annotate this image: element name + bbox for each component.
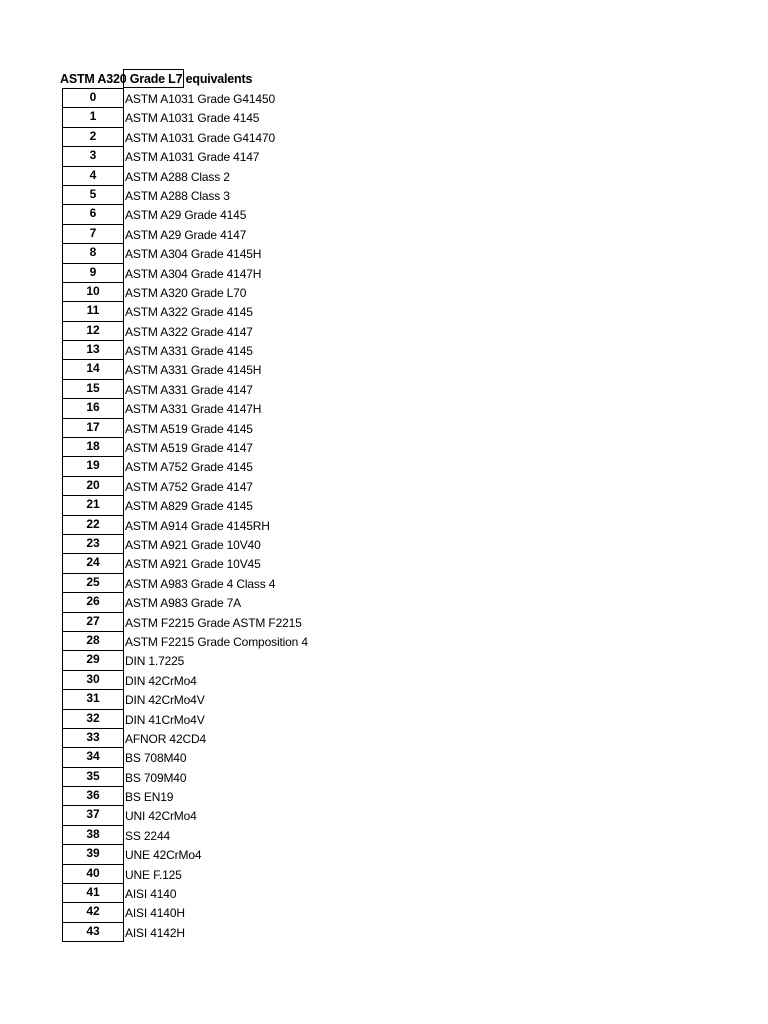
row-label-cell[interactable]: ASTM F2215 Grade ASTM F2215 xyxy=(125,615,302,630)
row-label-cell[interactable]: DIN 1.7225 xyxy=(125,654,185,669)
row-index-cell[interactable]: 39 xyxy=(62,844,124,864)
row-label-cell[interactable]: AFNOR 42CD4 xyxy=(125,731,207,746)
row-index-cell[interactable]: 28 xyxy=(62,631,124,651)
row-label-cell[interactable]: ASTM A1031 Grade G41470 xyxy=(125,130,275,145)
row-index-cell[interactable]: 22 xyxy=(62,515,124,535)
row-index-cell[interactable]: 0 xyxy=(62,88,124,108)
row-index-cell[interactable]: 32 xyxy=(62,709,124,729)
row-index-cell[interactable]: 2 xyxy=(62,127,124,147)
row-label-cell[interactable]: ASTM A519 Grade 4145 xyxy=(125,421,253,436)
row-index-cell[interactable]: 29 xyxy=(62,650,124,670)
row-index-cell[interactable]: 4 xyxy=(62,166,124,186)
row-label-cell[interactable]: SS 2244 xyxy=(125,828,170,843)
row-label-cell[interactable]: ASTM A983 Grade 7A xyxy=(125,596,242,611)
sheet-title: ASTM A320 Grade L7 equivalents xyxy=(60,72,253,86)
row-index-cell[interactable]: 37 xyxy=(62,805,124,825)
row-index-cell[interactable]: 35 xyxy=(62,767,124,787)
row-index-cell[interactable]: 19 xyxy=(62,456,124,476)
row-index-cell[interactable]: 34 xyxy=(62,747,124,767)
row-index-cell[interactable]: 33 xyxy=(62,728,124,748)
row-index-cell[interactable]: 5 xyxy=(62,185,124,205)
row-label-cell[interactable]: DIN 42CrMo4 xyxy=(125,673,197,688)
row-label-cell[interactable]: ASTM A288 Class 2 xyxy=(125,169,230,184)
row-index-cell[interactable]: 7 xyxy=(62,224,124,244)
row-label-cell[interactable]: ASTM A914 Grade 4145RH xyxy=(125,518,270,533)
row-index-cell[interactable]: 25 xyxy=(62,573,124,593)
row-index-cell[interactable]: 17 xyxy=(62,418,124,438)
row-index-cell[interactable]: 13 xyxy=(62,340,124,360)
row-label-cell[interactable]: AISI 4140 xyxy=(125,887,177,902)
row-index-cell[interactable]: 12 xyxy=(62,321,124,341)
row-index-cell[interactable]: 20 xyxy=(62,476,124,496)
row-index-cell[interactable]: 3 xyxy=(62,146,124,166)
row-index-cell[interactable]: 8 xyxy=(62,243,124,263)
row-index-cell[interactable]: 41 xyxy=(62,883,124,903)
row-index-cell[interactable]: 10 xyxy=(62,282,124,302)
row-label-cell[interactable]: DIN 41CrMo4V xyxy=(125,712,205,727)
row-label-cell[interactable]: ASTM A921 Grade 10V40 xyxy=(125,537,261,552)
row-index-cell[interactable]: 23 xyxy=(62,534,124,554)
row-label-cell[interactable]: ASTM A829 Grade 4145 xyxy=(125,499,253,514)
row-label-cell[interactable]: BS EN19 xyxy=(125,790,174,805)
row-index-cell[interactable]: 43 xyxy=(62,922,124,942)
row-label-cell[interactable]: ASTM A983 Grade 4 Class 4 xyxy=(125,576,276,591)
row-label-cell[interactable]: ASTM A752 Grade 4147 xyxy=(125,479,253,494)
selected-cell-outline[interactable] xyxy=(123,69,184,88)
row-index-cell[interactable]: 6 xyxy=(62,204,124,224)
row-label-cell[interactable]: BS 708M40 xyxy=(125,751,187,766)
row-label-cell[interactable]: ASTM A331 Grade 4147 xyxy=(125,382,253,397)
row-label-cell[interactable]: ASTM A322 Grade 4147 xyxy=(125,324,253,339)
row-label-cell[interactable]: ASTM A921 Grade 10V45 xyxy=(125,557,261,572)
row-index-cell[interactable]: 30 xyxy=(62,670,124,690)
row-label-cell[interactable]: ASTM A1031 Grade 4145 xyxy=(125,111,260,126)
row-label-cell[interactable]: ASTM A1031 Grade 4147 xyxy=(125,150,260,165)
row-label-cell[interactable]: BS 709M40 xyxy=(125,770,187,785)
row-label-cell[interactable]: ASTM A304 Grade 4147H xyxy=(125,266,262,281)
row-index-cell[interactable]: 36 xyxy=(62,786,124,806)
row-index-cell[interactable]: 42 xyxy=(62,902,124,922)
row-label-cell[interactable]: ASTM A304 Grade 4145H xyxy=(125,247,262,262)
row-index-cell[interactable]: 15 xyxy=(62,379,124,399)
row-index-cell[interactable]: 14 xyxy=(62,359,124,379)
row-label-cell[interactable]: ASTM A322 Grade 4145 xyxy=(125,305,253,320)
row-index-cell[interactable]: 21 xyxy=(62,495,124,515)
row-label-cell[interactable]: UNI 42CrMo4 xyxy=(125,809,197,824)
row-index-cell[interactable]: 31 xyxy=(62,689,124,709)
row-label-cell[interactable]: ASTM A29 Grade 4145 xyxy=(125,208,247,223)
row-label-cell[interactable]: ASTM A331 Grade 4145H xyxy=(125,363,262,378)
row-label-cell[interactable]: AISI 4142H xyxy=(125,925,185,940)
row-index-cell[interactable]: 18 xyxy=(62,437,124,457)
row-index-cell[interactable]: 1 xyxy=(62,107,124,127)
row-index-cell[interactable]: 24 xyxy=(62,553,124,573)
row-label-cell[interactable]: ASTM A752 Grade 4145 xyxy=(125,460,253,475)
row-label-cell[interactable]: ASTM A29 Grade 4147 xyxy=(125,227,247,242)
row-index-cell[interactable]: 38 xyxy=(62,825,124,845)
row-label-cell[interactable]: ASTM F2215 Grade Composition 4 xyxy=(125,634,308,649)
row-label-cell[interactable]: ASTM A1031 Grade G41450 xyxy=(125,92,275,106)
row-label-cell[interactable]: ASTM A331 Grade 4145 xyxy=(125,344,253,359)
row-label-cell[interactable]: ASTM A519 Grade 4147 xyxy=(125,441,253,456)
row-label-cell[interactable]: DIN 42CrMo4V xyxy=(125,693,205,708)
row-label-cell[interactable]: ASTM A331 Grade 4147H xyxy=(125,402,262,417)
row-label-cell[interactable]: ASTM A288 Class 3 xyxy=(125,188,230,203)
row-label-cell[interactable]: AISI 4140H xyxy=(125,906,185,921)
row-label-cell[interactable]: UNE 42CrMo4 xyxy=(125,848,202,863)
row-index-cell[interactable]: 26 xyxy=(62,592,124,612)
row-index-cell[interactable]: 9 xyxy=(62,263,124,283)
row-label-cell[interactable]: ASTM A320 Grade L70 xyxy=(125,285,247,300)
row-index-cell[interactable]: 16 xyxy=(62,398,124,418)
row-index-cell[interactable]: 40 xyxy=(62,864,124,884)
row-index-cell[interactable]: 11 xyxy=(62,301,124,321)
row-label-cell[interactable]: UNE F.125 xyxy=(125,867,182,882)
row-index-cell[interactable]: 27 xyxy=(62,612,124,632)
